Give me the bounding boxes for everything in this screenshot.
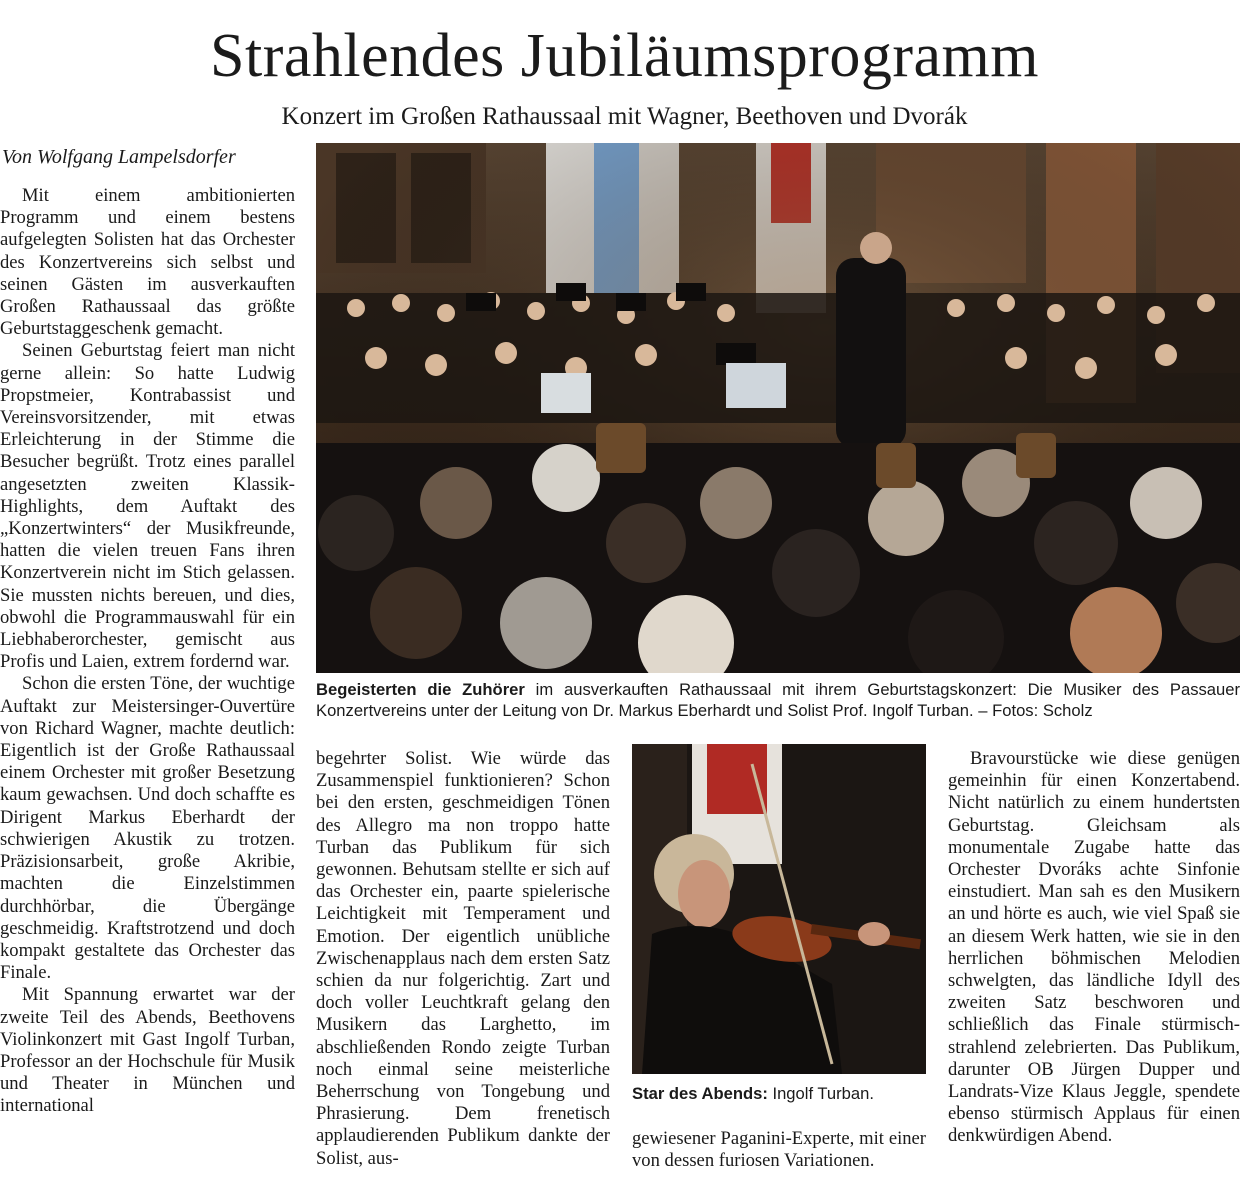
caption-lead: Begeisterten die Zuhörer (316, 680, 525, 699)
caption-lead: Star des Abends: (632, 1084, 768, 1103)
byline: Von Wolfgang Lampelsdorfer (2, 146, 236, 168)
caption-text: Ingolf Turban. (767, 1084, 874, 1103)
paragraph: begehrter Solist. Wie würde das Zusammenspiel funktionieren? Schon bei den ersten, geschmeidigen Tönen des Allegro ma non troppo hatte Turban das Publikum für sich gewonnen. Behutsam stellte er sich auf das Orchester ein, paarte spielerische Leichtigkeit mit Temperament und Emotion. Der eigentlich unübliche Zwischenapplaus nach dem ersten Satz schien da nur folgerichtig. Zart und doch voller Leuchtkraft gelang den Musikern das Larghetto, im abschließenden Rondo zeigte Turban noch einmal seine meisterliche Beherrschung von Tongebung und Phrasierung. Dem frenetisch applaudierenden Publikum dankte der Solist, aus- (316, 748, 610, 1169)
article-column-3 (632, 1128, 926, 1200)
article-column-2 (316, 748, 610, 1200)
paragraph: Bravourstücke wie diese genügen gemeinhin für einen Konzertabend. Nicht natürlich zu einem hundertsten Geburtstag. Gleichsam als monumentale Zugabe hatte das Orchester Dvoráks achte Sinfonie einstudiert. Man sah es den Musikern an und hörte es auch, wie viel Spaß sie an diesem Werk hatten, wie sie in den herrlichen böhmischen Melodien schwelgten, das ländliche Idyll des zweiten Satz beschworen und schließlich das Finale stürmisch-strahlend zelebrierten. Das Publikum, darunter OB Jürgen Dupper und Landrats-Vize Klaus Jeggle, spendete ebenso stürmisch Applaus für einen denkwürdigen Abend. (948, 748, 1240, 1147)
concert-hall-photo (316, 143, 1240, 673)
article-column-1 (0, 185, 295, 1200)
paragraph: Mit Spannung erwartet war der zweite Teil des Abends, Beethovens Violinkonzert mit Gast Ingolf Turban, Professor an der Hochschule für Musik und Theater in München und international (0, 984, 295, 1117)
paragraph: Schon die ersten Töne, der wuchtige Auftakt zur Meistersinger-Ouvertüre von Richard Wagner, machte deutlich: Eigentlich ist der Große Rathaussaal einem Orchester mit großer Besetzung kaum gewachsen. Und doch schaffte es Dirigent Markus Eberhardt der schwierigen Akustik zu trotzen. Präzisionsarbeit, große Akribie, machten die Einzelstimmen durchhörbar, die Übergänge geschmeidig. Kraftstrotzend und doch kompakt gestaltete das Orchester das Finale. (0, 673, 295, 984)
soloist-photo (632, 744, 926, 1074)
caption-text: im ausverkauften Rathaussaal mit ihrem Geburtstagskonzert: Die Musiker des Passauer Konzertvereins unter der Leitung von Dr. Markus Eberhardt und Solist Prof. Ingolf Turban. – Fotos: Scholz (316, 680, 1240, 720)
headline: Strahlendes Jubiläumsprogramm (210, 22, 1039, 90)
paragraph: gewiesener Paganini-Experte, mit einer von dessen furiosen Variationen. (632, 1128, 926, 1172)
soloist-photo-caption (632, 1083, 926, 1104)
subheadline: Konzert im Großen Rathaussaal mit Wagner, Beethoven und Dvorák (281, 103, 968, 130)
violinist-illustration (632, 744, 926, 1074)
paragraph: Seinen Geburtstag feiert man nicht gerne allein: So hatte Ludwig Propstmeier, Kontrabassist und Vereinsvorsitzender, mit etwas Erleichterung in der Stimme die Besucher begrüßt. Trotz eines parallel angesetzten zweiten Klassik-Highlights, dem Auftakt des „Konzertwinters“ der Musikfreunde, hatten die vielen treuen Fans ihren Konzertverein nicht im Stich gelassen. Sie mussten nichts bereuen, und dies, obwohl die Programmauswahl für ein Liebhaberorchester, gemischt aus Profis und Laien, extrem fordernd war. (0, 340, 295, 673)
main-photo-caption (316, 679, 1240, 721)
concert-photo-illustration (316, 143, 1240, 673)
paragraph: Mit einem ambitionierten Programm und einem bestens aufgelegten Solisten hat das Orchester des Konzertvereins sich selbst und seinen Gästen im ausverkauften Großen Rathaussaal das größte Geburtstaggeschenk gemacht. (0, 185, 295, 340)
article-column-4 (948, 748, 1240, 1200)
